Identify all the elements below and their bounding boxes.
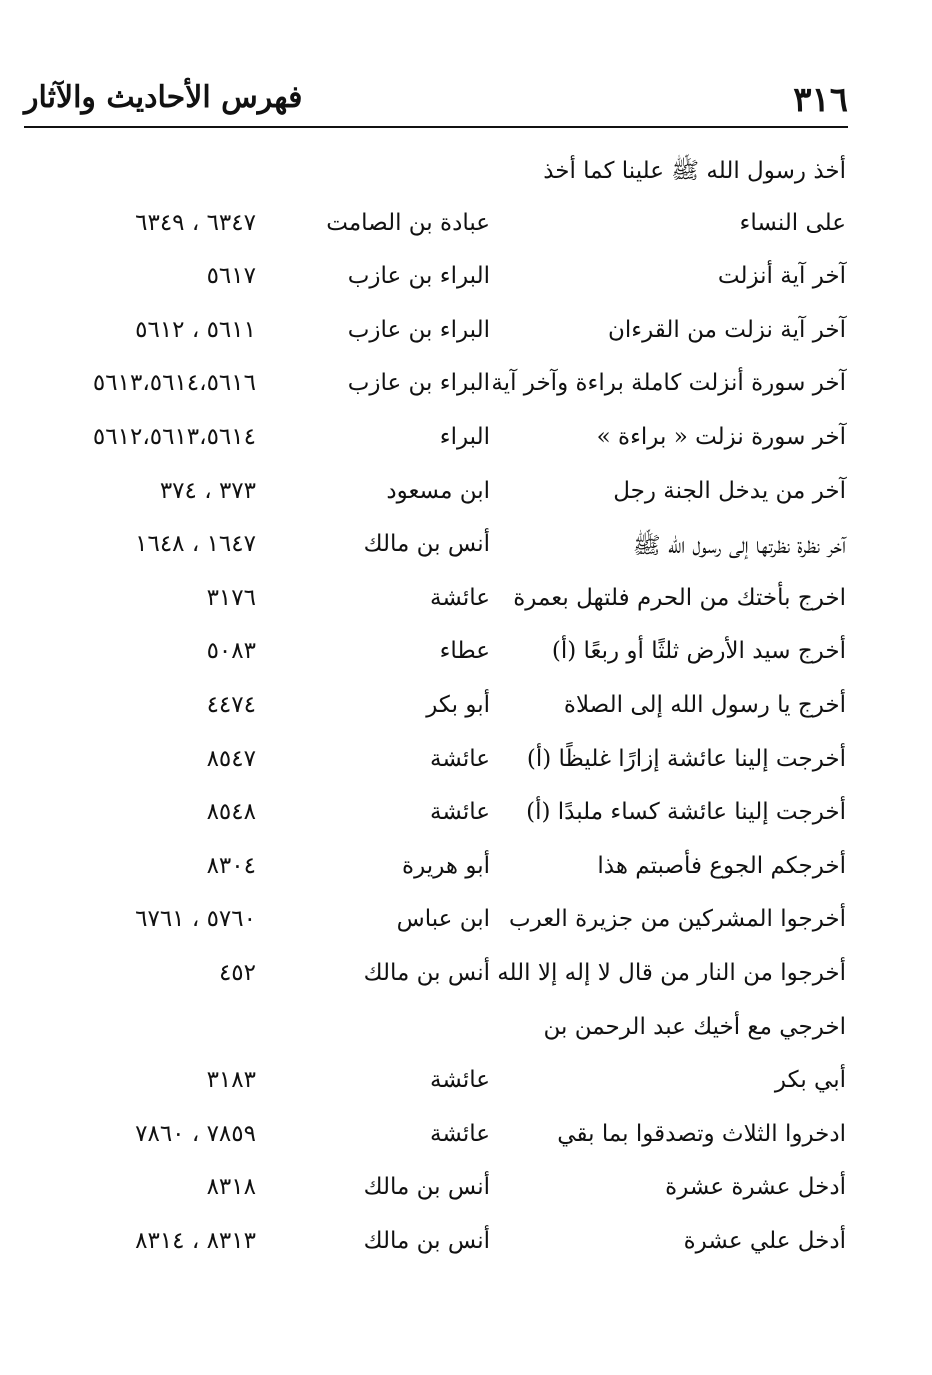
hadith-numbers: ٥٦١٧: [206, 263, 256, 290]
hadith-numbers: ٧٨٥٩ ، ٧٨٦٠: [135, 1120, 256, 1147]
index-entry: [0, 362, 932, 416]
hadith-text: آخر آية أنزلت: [717, 263, 846, 290]
hadith-numbers: ١٦٤٧ ، ١٦٤٨: [135, 531, 256, 558]
hadith-numbers: ٨٣٠٤: [206, 852, 256, 879]
hadith-text: اخرجي مع أخيك عبد الرحمن بن: [543, 1013, 846, 1040]
hadith-numbers: ٥٦١١ ، ٥٦١٢: [135, 316, 256, 343]
narrator-name: ابن عباس: [396, 906, 490, 933]
narrator-name: أنس بن مالك: [363, 531, 490, 558]
hadith-text: أخرجت إلينا عائشة إزارًا غليظًا (أ): [526, 745, 846, 772]
hadith-text: آخر نظرة نظرتها إلى رسول الله ﷺ: [632, 533, 846, 560]
hadith-numbers: ٥٦١٢،٥٦١٣،٥٦١٤: [92, 423, 256, 450]
index-entry: [0, 1113, 932, 1167]
index-entry: [0, 952, 932, 1006]
narrator-name: أبو هريرة: [402, 852, 490, 879]
hadith-numbers: ٥٠٨٣: [206, 638, 256, 665]
hadith-numbers: ٨٥٤٨: [206, 799, 256, 826]
hadith-text: أخرجوا من النار من قال لا إله إلا الله: [497, 959, 846, 986]
index-entry: [0, 1006, 932, 1060]
hadith-numbers: ٥٦١٣،٥٦١٤،٥٦١٦: [92, 370, 256, 397]
narrator-name: عبادة بن الصامت: [326, 209, 490, 236]
narrator-name: عائشة: [430, 584, 490, 611]
hadith-text: أدخل علي عشرة: [683, 1227, 846, 1254]
hadith-numbers: ٣١٨٣: [206, 1067, 256, 1094]
narrator-name: أنس بن مالك: [363, 959, 490, 986]
hadith-text: آخر سورة أنزلت كاملة براءة وآخر آية: [491, 370, 846, 397]
page-number: ٣١٦: [793, 80, 848, 120]
index-entry: [0, 845, 932, 899]
hadith-numbers: ٨٣١٣ ، ٨٣١٤: [135, 1227, 256, 1254]
index-entry: [0, 630, 932, 684]
hadith-text: أخرج يا رسول الله إلى الصلاة: [563, 691, 846, 718]
index-entry: [0, 1166, 932, 1220]
narrator-name: أبو بكر: [426, 691, 490, 718]
index-entry: [0, 309, 932, 363]
hadith-text: اخرج بأختك من الحرم فلتهل بعمرة: [513, 584, 846, 611]
index-entry: [0, 1220, 932, 1274]
hadith-numbers: ٣٧٣ ، ٣٧٤: [159, 477, 256, 504]
index-entry: [0, 684, 932, 738]
index-entry: [0, 523, 932, 577]
index-entry: [0, 470, 932, 524]
hadith-text: على النساء: [739, 209, 846, 236]
hadith-numbers: ٤٥٢: [218, 959, 256, 986]
hadith-text: أدخل عشرة عشرة: [665, 1174, 846, 1201]
hadith-numbers: ٨٣١٨: [206, 1174, 256, 1201]
narrator-name: عائشة: [430, 1120, 490, 1147]
hadith-numbers: ٨٥٤٧: [206, 745, 256, 772]
index-entry: [0, 255, 932, 309]
narrator-name: البراء بن عازب: [347, 263, 490, 290]
narrator-name: عائشة: [430, 1067, 490, 1094]
hadith-numbers: ٥٧٦٠ ، ٦٧٦١: [135, 906, 256, 933]
index-entry: [0, 738, 932, 792]
narrator-name: ابن مسعود: [386, 477, 490, 504]
index-entry: [0, 202, 932, 256]
narrator-name: أنس بن مالك: [363, 1227, 490, 1254]
index-entry: [0, 898, 932, 952]
hadith-text: أخرج سيد الأرض ثلثًا أو ربعًا (أ): [551, 638, 846, 665]
hadith-text: أخرجت إلينا عائشة كساء ملبدًا (أ): [526, 799, 846, 826]
index-entry: [0, 577, 932, 631]
hadith-text: أخذ رسول الله ﷺ علينا كما أخذ: [543, 158, 846, 184]
narrator-name: البراء بن عازب: [347, 370, 490, 397]
hadith-text: آخر من يدخل الجنة رجل: [613, 477, 846, 504]
hadith-numbers: ٣١٧٦: [206, 584, 256, 611]
hadith-numbers: ٦٣٤٧ ، ٦٣٤٩: [135, 209, 256, 236]
running-title: فهرس الأحاديث والآثار: [24, 80, 303, 115]
narrator-name: عائشة: [430, 799, 490, 826]
hadith-text: أخرجكم الجوع فأصبتم هذا: [597, 852, 846, 879]
hadith-text: أبي بكر: [774, 1067, 846, 1094]
hadith-text: ادخروا الثلاث وتصدقوا بما بقي: [557, 1120, 846, 1147]
header-rule: [24, 126, 848, 128]
index-entry: [0, 791, 932, 845]
hadith-text: آخر آية نزلت من القرءان: [608, 316, 846, 343]
index-entry: [0, 416, 932, 470]
narrator-name: البراء: [439, 423, 490, 450]
index-entry: [0, 148, 932, 202]
hadith-text: أخرجوا المشركين من جزيرة العرب: [508, 906, 846, 933]
hadith-text: آخر سورة نزلت « براءة »: [596, 423, 846, 450]
hadith-numbers: ٤٤٧٤: [206, 691, 256, 718]
narrator-name: عائشة: [430, 745, 490, 772]
narrator-name: البراء بن عازب: [347, 316, 490, 343]
page-header: [24, 72, 848, 126]
narrator-name: أنس بن مالك: [363, 1174, 490, 1201]
index-entry: [0, 1059, 932, 1113]
narrator-name: عطاء: [439, 638, 490, 665]
hadith-index-list: [0, 148, 932, 1273]
